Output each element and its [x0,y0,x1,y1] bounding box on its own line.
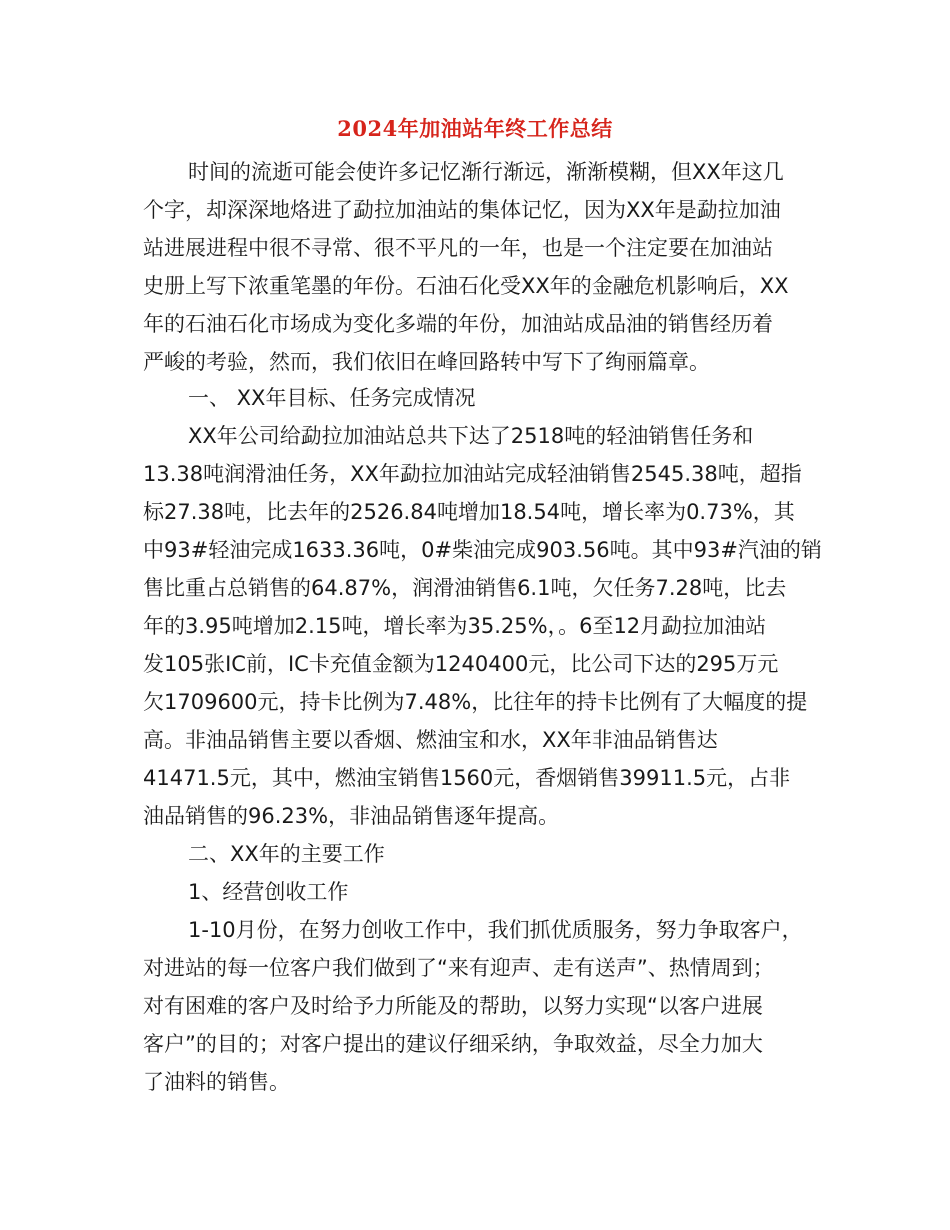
paragraph-line: 了油料的销售。 [143,1070,290,1094]
paragraph-line: 中93#轻油完成1633.36吨，0#柴油完成903.56吨。其中93#汽油的销 [143,538,822,562]
paragraph-line: 1-10月份，在努力创收工作中，我们抓优质服务，努力争取客户， [188,918,803,942]
paragraph-line: 时间的流逝可能会使许多记忆渐行渐远，渐渐模糊，但XX年这几 [188,160,784,184]
paragraph-line: 高。非油品销售主要以香烟、燃油宝和水，XX年非油品销售达 [143,728,718,752]
paragraph-line: XX年公司给勐拉加油站总共下达了2518吨的轻油销售任务和 [188,424,754,448]
paragraph-line: 13.38吨润滑油任务，XX年勐拉加油站完成轻油销售2545.38吨，超指 [143,462,802,486]
paragraph-line: 油品销售的96.23%，非油品销售逐年提高。 [143,804,560,828]
subsection-heading: 1、经营创收工作 [188,880,349,904]
paragraph-line: 个字，却深深地烙进了勐拉加油站的集体记忆，因为XX年是勐拉加油 [143,198,781,222]
paragraph-line: 欠1709600元，持卡比例为7.48%，比往年的持卡比例有了大幅度的提 [143,690,808,714]
paragraph-line: 年的石油石化市场成为变化多端的年份，加油站成品油的销售经历着 [143,312,773,336]
document-title: 2024年加油站年终工作总结 [337,116,613,141]
paragraph-line: 史册上写下浓重笔墨的年份。石油石化受XX年的金融危机影响后，XX [143,274,789,298]
paragraph-line: 客户”的目的；对客户提出的建议仔细采纳，争取效益，尽全力加大 [143,1032,763,1056]
paragraph-line: 年的3.95吨增加2.15吨，增长率为35.25%，。6至12月勐拉加油站 [143,614,767,638]
section-heading: 二、XX年的主要工作 [188,842,385,866]
paragraph-line: 标27.38吨，比去年的2526.84吨增加18.54吨，增长率为0.73%，其 [143,500,795,524]
paragraph-line: 站进展进程中很不寻常、很不平凡的一年，也是一个注定要在加油站 [143,236,773,260]
paragraph-line: 售比重占总销售的64.87%，润滑油销售6.1吨，欠任务7.28吨，比去 [143,576,787,600]
paragraph-line: 发105张IC前，IC卡充值金额为1240400元，比公司下达的295万元 [143,652,779,676]
paragraph-line: 对有困难的客户及时给予力所能及的帮助，以努力实现“以客户进展 [143,994,763,1018]
section-heading: 一、 XX年目标、任务完成情况 [188,386,476,410]
paragraph-line: 对进站的每一位客户我们做到了“来有迎声、走有送声”、热情周到； [143,956,774,980]
paragraph-line: 严峻的考验，然而，我们依旧在峰回路转中写下了绚丽篇章。 [143,350,710,374]
paragraph-line: 41471.5元，其中，燃油宝销售1560元，香烟销售39911.5元，占非 [143,766,791,790]
